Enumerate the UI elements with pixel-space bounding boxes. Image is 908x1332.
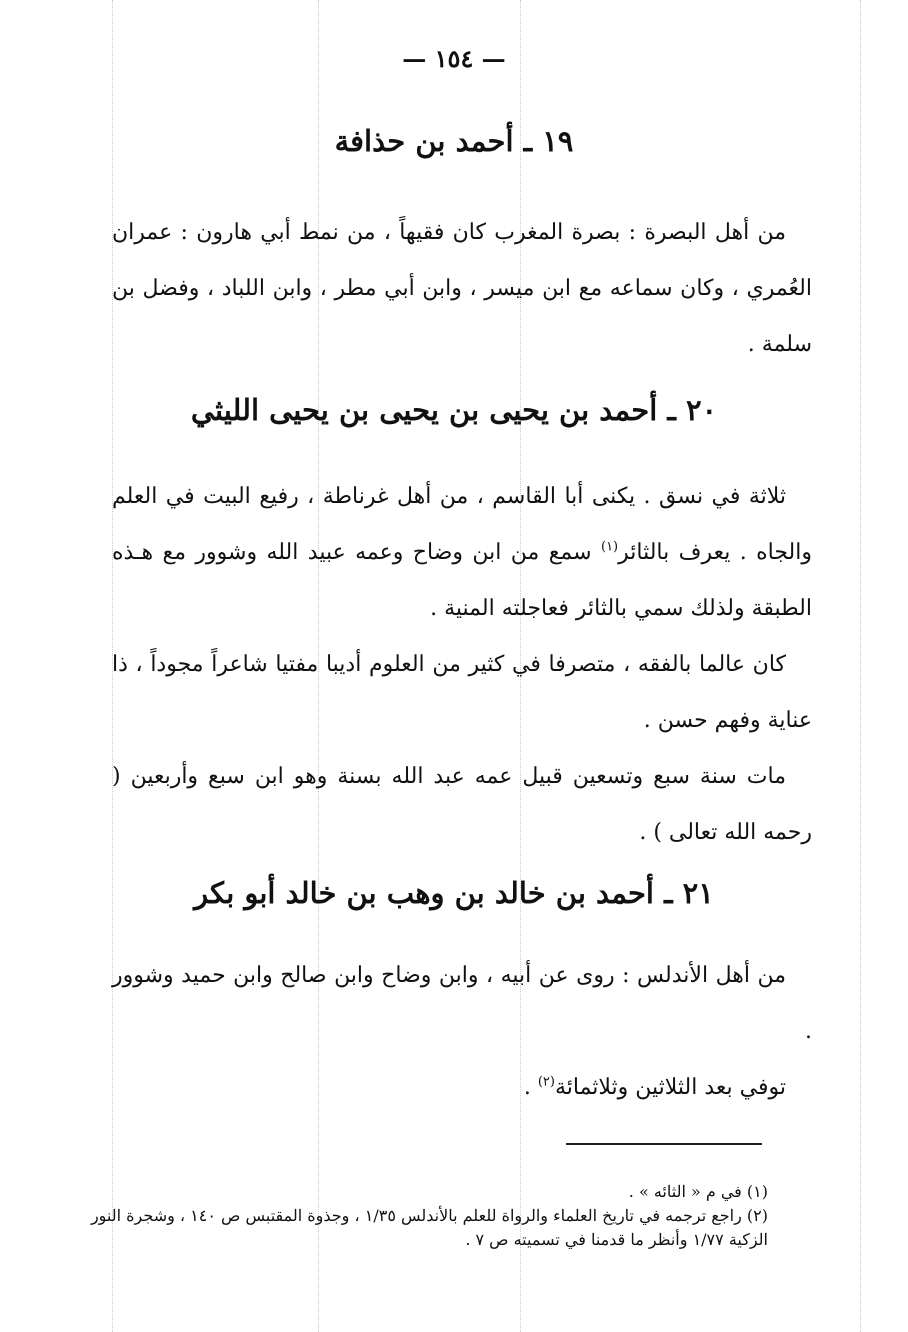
paragraph-text: .	[523, 1075, 538, 1100]
entry-heading-20: ٢٠ ـ أحمد بن يحيى بن يحيى بن يحيى الليثي	[190, 393, 718, 427]
entry-paragraph: من أهل الأندلس : روى عن أبيه ، وابن وضاح وابن صالح وابن حميد وشوور .	[112, 963, 812, 1044]
paragraph-text: توفي بعد الثلاثين وثلاثمائة	[554, 1075, 786, 1100]
paragraph-text: ثلاثة في نسق . يكنى أبا القاسم ، من أهل غرناطة ، رفيع البيت في العلم والجاه . يعرف بالثائر	[112, 484, 812, 565]
entry-paragraph: كان عالما بالفقه ، متصرفا في كثير من العلوم أديبا مفتيا شاعراً مجوداً ، ذا عناية وفهم حسن .	[112, 652, 812, 733]
footnote-marker: (٢)	[537, 1074, 555, 1090]
entry-body-20	[112, 469, 812, 861]
scan-margin-line	[860, 0, 861, 1332]
footnotes	[88, 1180, 768, 1252]
footnote-marker: (١)	[600, 539, 619, 555]
entry-body-21	[112, 948, 812, 1116]
entry-paragraph	[112, 1060, 812, 1116]
entry-paragraph	[112, 469, 812, 637]
entry-body-19	[112, 205, 812, 373]
entry-heading-19: ١٩ ـ أحمد بن حذافة	[334, 124, 574, 158]
paragraph-text: سمع من ابن وضاح وعمه عبيد الله وشوور مع هـذه الطبقة ولذلك سمي بالثائر فعاجلته المنية .	[112, 540, 812, 621]
entry-heading-21: ٢١ ـ أحمد بن خالد بن وهب بن خالد أبو بكر	[194, 876, 714, 910]
page-number: — ١٥٤ —	[402, 44, 506, 73]
footnote-rule	[566, 1143, 762, 1145]
entry-paragraph: مات سنة سبع وتسعين قبيل عمه عبد الله بسنة وهو ابن سبع وأربعين ( رحمه الله تعالى ) .	[112, 764, 812, 845]
footnote-1: (١) في م « الثائه » .	[628, 1182, 768, 1201]
footnote-2: (٢) راجع ترجمه في تاريخ العلماء والرواة للعلم بالأندلس ١/٣٥ ، وجذوة المقتبس ص ١٤٠ ، وشجرة النور الزكية ١/٧٧ وأنظر ما قدمنا في تسميته ص ٧ .	[90, 1206, 768, 1249]
entry-paragraph: من أهل البصرة : بصرة المغرب كان فقيهاً ، من نمط أبي هارون : عمران العُمري ، وكان سماعه مع ابن ميسر ، وابن أبي مطر ، وابن اللباد ، وفضل بن سلمة .	[112, 220, 812, 357]
